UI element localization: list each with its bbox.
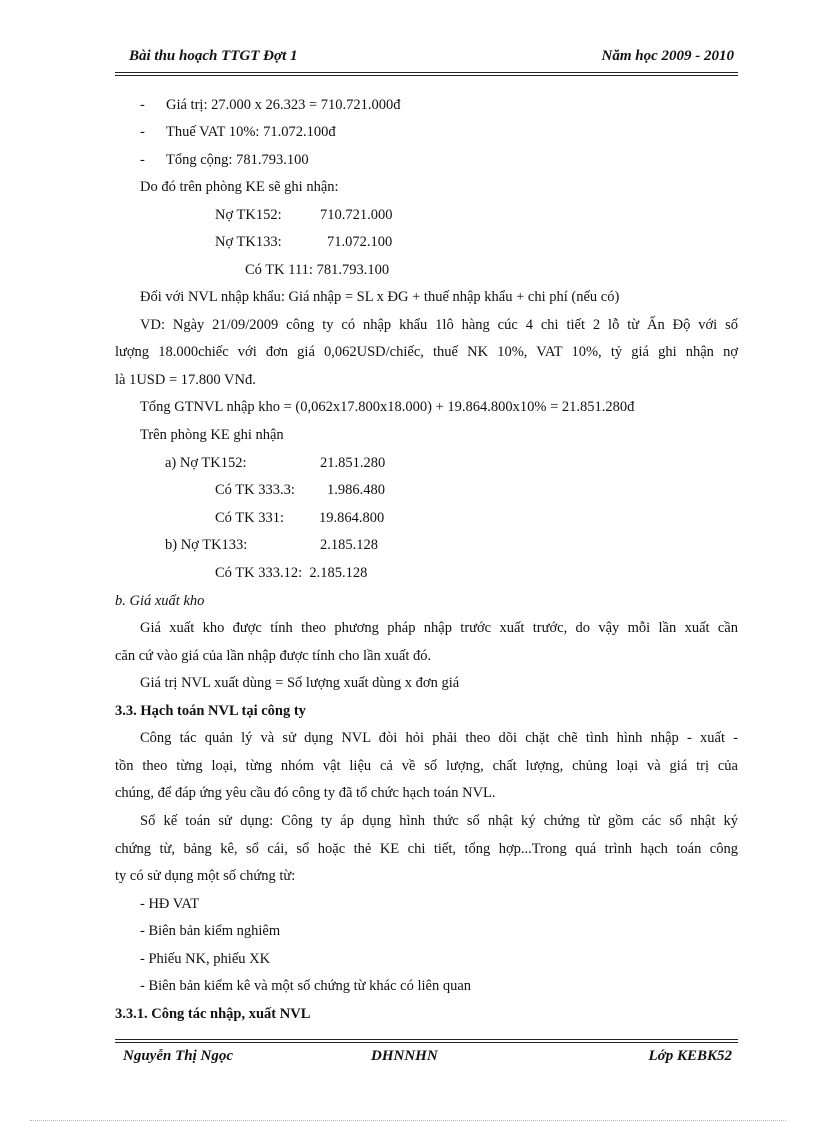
footer-rule-top xyxy=(115,1039,738,1040)
heading-3-3-1: 3.3.1. Công tác nhập, xuất NVL xyxy=(115,1006,311,1022)
footer-school: DHNNHN xyxy=(371,1048,438,1064)
entry2-b-value: 2.185.128 xyxy=(320,537,378,553)
header-rule-top xyxy=(115,72,738,73)
entry2-a-label: a) Nợ TK152: xyxy=(165,455,247,471)
text-do-do: Do đó trên phòng KE sẽ ghi nhận: xyxy=(140,179,339,195)
text-vd-line1: VD: Ngày 21/09/2009 công ty có nhập khẩu 1lô hàng cúc 4 chi tiết 2 lỗ từ Ấn Độ với số xyxy=(140,317,738,333)
heading-3-3: 3.3. Hạch toán NVL tại công ty xyxy=(115,703,306,719)
bullet-dash: - xyxy=(140,124,145,140)
entry1-no2-label: Nợ TK133: xyxy=(215,234,282,250)
entry2-co2-label: Có TK 331: xyxy=(215,510,285,526)
bullet-dash: - xyxy=(140,97,145,113)
text-p33-line1: Công tác quản lý và sử dụng NVL đòi hỏi phải theo dõi chặt chẽ tình hình nhập - xuất - xyxy=(140,730,738,746)
footer-class: Lớp KEBK52 xyxy=(648,1048,732,1064)
entry2-b-label: b) Nợ TK133: xyxy=(165,537,248,553)
header-rule-bottom xyxy=(115,75,738,76)
heading-gia-xuat-kho: b. Giá xuất kho xyxy=(115,593,205,609)
bullet-dash: - xyxy=(140,152,145,168)
header-left-title: Bài thu hoạch TTGT Đợt 1 xyxy=(129,48,298,64)
text-books-line2: chứng từ, bảng kê, sổ cái, sổ hoặc thẻ KE chi tiết, tổng hợp...Trong quá trình hạch toán công xyxy=(115,841,738,857)
doc-item-phieu-nk-xk: - Phiếu NK, phiếu XK xyxy=(140,951,271,967)
entry2-co3: Có TK 333.12: 2.185.128 xyxy=(215,565,368,581)
entry2-co1-label: Có TK 333.3: xyxy=(215,482,295,498)
text-books-line3: ty có sử dụng một số chứng từ: xyxy=(115,868,296,884)
page-header xyxy=(115,46,738,74)
text-export-formula: Giá trị NVL xuất dùng = Số lượng xuất dùng x đơn giá xyxy=(140,675,460,691)
footer-rule-bottom xyxy=(115,1042,738,1043)
text-import-formula: Đối với NVL nhập khẩu: Giá nhập = SL x ĐG + thuế nhập khẩu + chi phí (nếu có) xyxy=(140,289,620,305)
header-school-year: Năm học 2009 - 2010 xyxy=(601,48,734,64)
text-vd-line2: lượng 18.000chiếc với đơn giá 0,062USD/chiếc, thuế NK 10%, VAT 10%, tỷ giá ghi nhận nợ xyxy=(115,344,738,360)
entry2-co2-value: 19.864.800 xyxy=(319,510,385,526)
text-record-line: Trên phòng KE ghi nhận xyxy=(140,427,284,443)
doc-item-bien-ban-kiem-ke: - Biên bản kiểm kê và một số chứng từ khác có liên quan xyxy=(140,978,472,994)
bullet-gia-tri: Giá trị: 27.000 x 26.323 = 710.721.000đ xyxy=(166,97,401,113)
doc-item-hd-vat: - HĐ VAT xyxy=(140,896,200,912)
entry1-co: Có TK 111: 781.793.100 xyxy=(245,262,390,278)
text-vd-line3: là 1USD = 17.800 VNđ. xyxy=(115,372,256,388)
text-export-line2: căn cứ vào giá của lần nhập được tính cho lần xuất đó. xyxy=(115,648,432,664)
doc-item-bien-ban-kiem-nghiem: - Biên bản kiểm nghiêm xyxy=(140,923,281,939)
entry1-no1-value: 710.721.000 xyxy=(320,207,393,223)
entry2-a-value: 21.851.280 xyxy=(320,455,386,471)
page-footer xyxy=(115,1048,738,1072)
text-p33-line3: chúng, để đáp ứng yêu cầu đó công ty đã tổ chức hạch toán NVL. xyxy=(115,785,496,801)
entry1-no1-label: Nợ TK152: xyxy=(215,207,282,223)
text-p33-line2: tồn theo từng loại, từng nhóm vật liệu cả về số lượng, chất lượng, chủng loại và giá trị của xyxy=(115,758,738,774)
text-total-line: Tổng GTNVL nhập kho = (0,062x17.800x18.000) + 19.864.800x10% = 21.851.280đ xyxy=(140,399,635,415)
entry2-co1-value: 1.986.480 xyxy=(327,482,385,498)
entry1-no2-value: 71.072.100 xyxy=(327,234,393,250)
text-books-line1: Sổ kế toán sử dụng: Công ty áp dụng hình thức sổ nhật ký chứng từ gồm các sổ nhật ký xyxy=(140,813,738,829)
text-export-line1: Giá xuất kho được tính theo phương pháp nhập trước xuất trước, do vậy mỗi lần xuất cần xyxy=(140,620,738,636)
bullet-tong-cong: Tổng cộng: 781.793.100 xyxy=(166,152,309,168)
bullet-thue-vat: Thuế VAT 10%: 71.072.100đ xyxy=(166,124,336,140)
page-bottom-divider xyxy=(30,1120,786,1121)
footer-author: Nguyễn Thị Ngọc xyxy=(123,1048,233,1064)
